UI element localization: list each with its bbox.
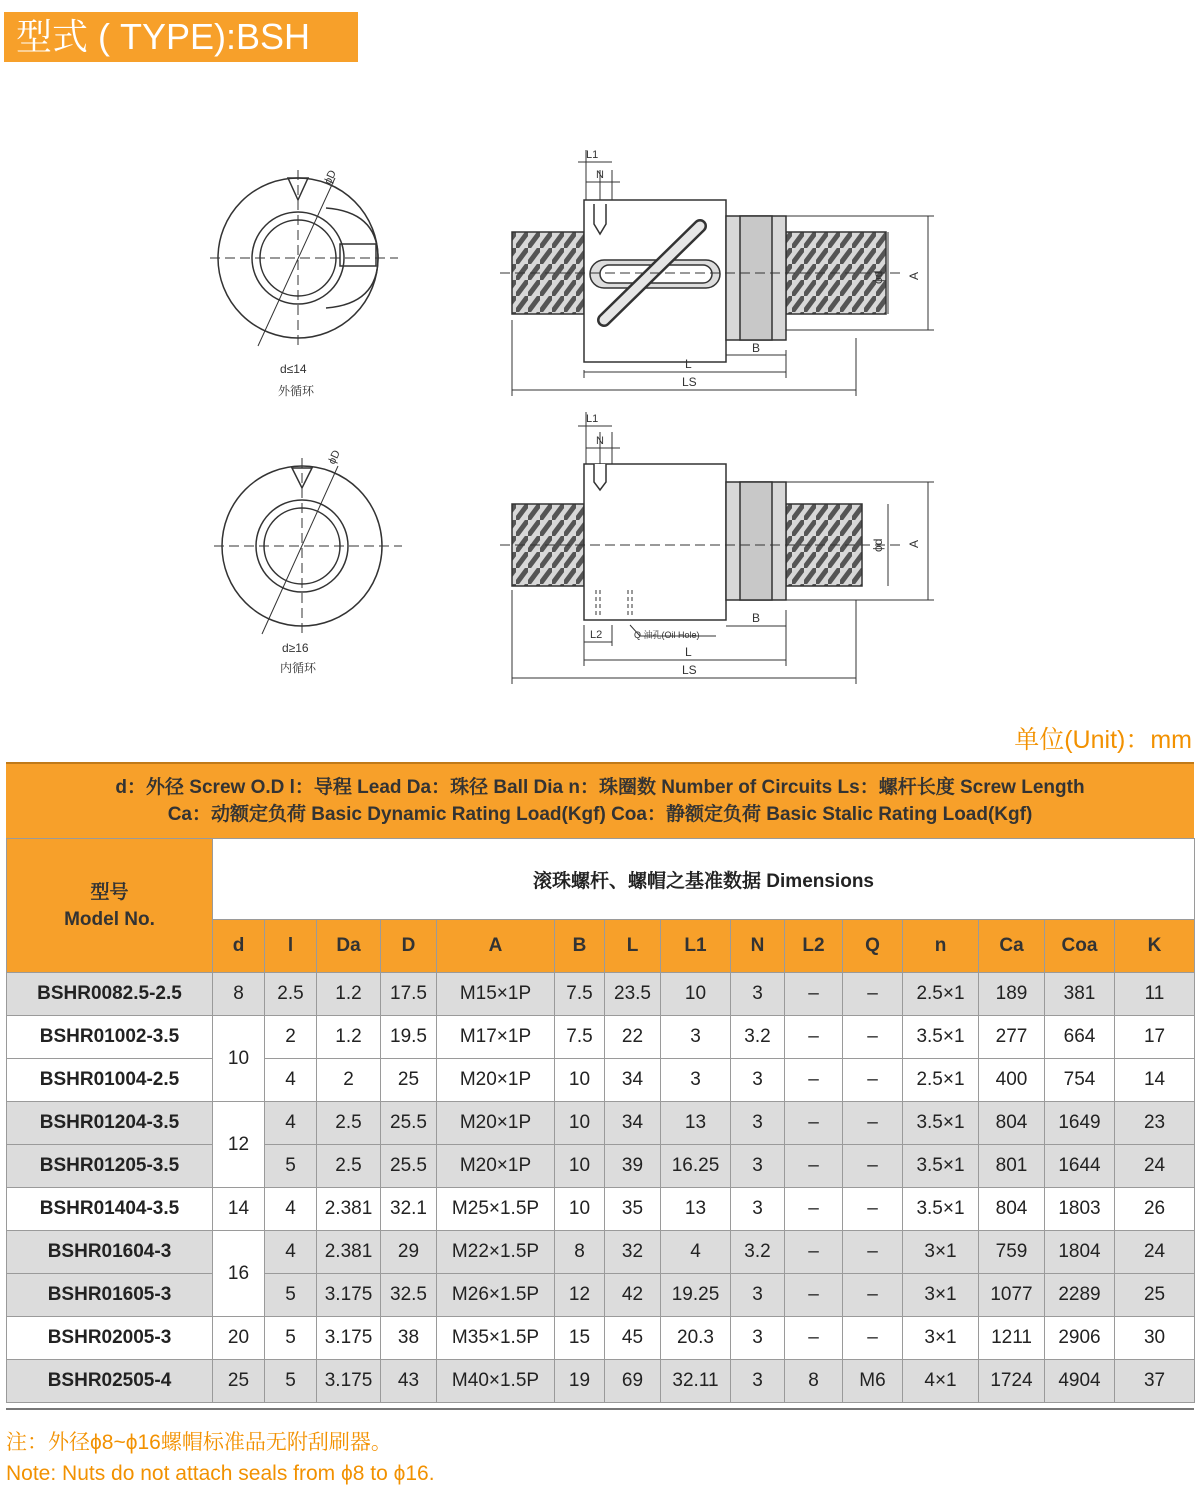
end-view-external xyxy=(210,170,398,346)
cell-da: 1.2 xyxy=(317,1016,381,1059)
cell-d: 16 xyxy=(213,1231,265,1317)
cell-n: 4×1 xyxy=(903,1360,979,1403)
cell-da: 2.5 xyxy=(317,1145,381,1188)
cell-k: 30 xyxy=(1115,1317,1195,1360)
column-header-b: B xyxy=(555,920,605,973)
cell-l1: 4 xyxy=(661,1231,731,1274)
table-row xyxy=(7,1016,1195,1059)
cell-l: 5 xyxy=(265,1145,317,1188)
column-header-n: n xyxy=(903,920,979,973)
cell-l1: 13 xyxy=(661,1102,731,1145)
cell-d: 25 xyxy=(213,1360,265,1403)
cell-l: 2 xyxy=(265,1016,317,1059)
cell-l1: 32.11 xyxy=(661,1360,731,1403)
external-circulation-label: 外循环 xyxy=(278,384,315,398)
cell-k: 11 xyxy=(1115,973,1195,1016)
side-view-external xyxy=(512,200,886,362)
cell-q: – xyxy=(843,1016,903,1059)
cell-n: 3×1 xyxy=(903,1274,979,1317)
phi-d-label-bottom: ϕd xyxy=(871,538,885,552)
note-chinese: 注：外径ϕ8~ϕ16螺帽标准品无附刮刷器。 xyxy=(6,1431,392,1454)
cell-l: 5 xyxy=(265,1317,317,1360)
cell-coa: 754 xyxy=(1045,1059,1115,1102)
legend-box xyxy=(6,762,1194,838)
table-row xyxy=(7,1231,1195,1274)
column-header-n: N xyxy=(731,920,785,973)
cell-l2: – xyxy=(785,1145,843,1188)
cell-q: – xyxy=(843,1102,903,1145)
model-cell: BSHR01204-3.5 xyxy=(7,1102,213,1145)
table-row xyxy=(7,1317,1195,1360)
cell-n: 2.5×1 xyxy=(903,1059,979,1102)
cell-l2: – xyxy=(785,1231,843,1274)
cell-l: 34 xyxy=(605,1102,661,1145)
cell-l: 45 xyxy=(605,1317,661,1360)
cell-l: 2.5 xyxy=(265,973,317,1016)
cell-l1: 16.25 xyxy=(661,1145,731,1188)
cell-k: 17 xyxy=(1115,1016,1195,1059)
cell-b: 10 xyxy=(555,1102,605,1145)
B-label-top: B xyxy=(752,341,761,355)
cell-da: 3.175 xyxy=(317,1317,381,1360)
column-header-l: l xyxy=(265,920,317,973)
cell-n: 3 xyxy=(731,973,785,1016)
cell-n: 3.5×1 xyxy=(903,1145,979,1188)
cell-a: M35×1.5P xyxy=(437,1317,555,1360)
cell-l2: – xyxy=(785,1059,843,1102)
phi-d-label-top: ϕd xyxy=(871,270,885,284)
model-cell: BSHR01605-3 xyxy=(7,1274,213,1317)
column-header-d: D xyxy=(381,920,437,973)
cell-d: 25.5 xyxy=(381,1145,437,1188)
cell-l2: – xyxy=(785,1188,843,1231)
cell-ca: 1211 xyxy=(979,1317,1045,1360)
cell-ca: 400 xyxy=(979,1059,1045,1102)
cell-l2: – xyxy=(785,1274,843,1317)
cell-da: 2.381 xyxy=(317,1188,381,1231)
cell-q: – xyxy=(843,1188,903,1231)
page-title: 型式 ( TYPE):BSH xyxy=(4,12,358,62)
cell-a: M20×1P xyxy=(437,1145,555,1188)
cell-ca: 1077 xyxy=(979,1274,1045,1317)
cell-a: M25×1.5P xyxy=(437,1188,555,1231)
cell-k: 37 xyxy=(1115,1360,1195,1403)
model-cell: BSHR01604-3 xyxy=(7,1231,213,1274)
cell-l: 69 xyxy=(605,1360,661,1403)
cell-a: M26×1.5P xyxy=(437,1274,555,1317)
d-le-14-label: d≤14 xyxy=(280,362,307,376)
cell-k: 24 xyxy=(1115,1231,1195,1274)
table-row xyxy=(7,1188,1195,1231)
cell-d: 25.5 xyxy=(381,1102,437,1145)
cell-q: – xyxy=(843,1317,903,1360)
cell-ca: 277 xyxy=(979,1016,1045,1059)
d-ge-16-label: d≥16 xyxy=(282,641,309,655)
cell-l: 5 xyxy=(265,1274,317,1317)
cell-a: M15×1P xyxy=(437,973,555,1016)
cell-da: 3.175 xyxy=(317,1274,381,1317)
legend-line-1: d：外径 Screw O.D l：导程 Lead Da：珠径 Ball Dia n：珠圈数 Number of Circuits Ls：螺杆长度 Screw Length xyxy=(115,777,1085,798)
cell-l: 39 xyxy=(605,1145,661,1188)
cell-ca: 759 xyxy=(979,1231,1045,1274)
side-view-internal xyxy=(512,464,862,620)
cell-coa: 381 xyxy=(1045,973,1115,1016)
cell-n: 3 xyxy=(731,1059,785,1102)
cell-d: 14 xyxy=(213,1188,265,1231)
cell-l2: – xyxy=(785,1317,843,1360)
cell-b: 10 xyxy=(555,1059,605,1102)
cell-n: 3.5×1 xyxy=(903,1016,979,1059)
B-label-bottom: B xyxy=(752,611,761,625)
cell-l: 4 xyxy=(265,1188,317,1231)
cell-n: 3.2 xyxy=(731,1231,785,1274)
cell-l2: – xyxy=(785,1102,843,1145)
cell-b: 7.5 xyxy=(555,973,605,1016)
cell-k: 24 xyxy=(1115,1145,1195,1188)
note-english: Note: Nuts do not attach seals from ϕ8 to ϕ16. xyxy=(6,1462,435,1485)
table-bottom-rule xyxy=(6,1408,1194,1410)
table-row xyxy=(7,1360,1195,1403)
column-header-a: A xyxy=(437,920,555,973)
cell-coa: 1803 xyxy=(1045,1188,1115,1231)
model-cell: BSHR01404-3.5 xyxy=(7,1188,213,1231)
cell-n: 3.2 xyxy=(731,1016,785,1059)
column-header-coa: Coa xyxy=(1045,920,1115,973)
cell-l: 5 xyxy=(265,1360,317,1403)
cell-a: M20×1P xyxy=(437,1059,555,1102)
cell-n: 3 xyxy=(731,1102,785,1145)
L-label-bottom: L xyxy=(685,645,692,659)
cell-d: 12 xyxy=(213,1102,265,1188)
N-label-bottom: N xyxy=(596,435,604,447)
cell-n: 3 xyxy=(731,1274,785,1317)
model-cell: BSHR0082.5-2.5 xyxy=(7,973,213,1016)
N-label-top: N xyxy=(596,169,604,181)
cell-b: 19 xyxy=(555,1360,605,1403)
cell-d: 38 xyxy=(381,1317,437,1360)
cell-b: 12 xyxy=(555,1274,605,1317)
phi-D-label-bottom: ϕD xyxy=(326,448,343,467)
cell-l2: – xyxy=(785,973,843,1016)
cell-coa: 2906 xyxy=(1045,1317,1115,1360)
A-label-top: A xyxy=(907,271,921,280)
cell-a: M40×1.5P xyxy=(437,1360,555,1403)
L1-label-bottom: L1 xyxy=(586,413,599,425)
cell-q: – xyxy=(843,1231,903,1274)
cell-d: 20 xyxy=(213,1317,265,1360)
cell-l1: 19.25 xyxy=(661,1274,731,1317)
cell-d: 19.5 xyxy=(381,1016,437,1059)
column-header-l: L xyxy=(605,920,661,973)
cell-coa: 2289 xyxy=(1045,1274,1115,1317)
cell-d: 17.5 xyxy=(381,973,437,1016)
model-cell: BSHR02005-3 xyxy=(7,1317,213,1360)
model-cell: BSHR01205-3.5 xyxy=(7,1145,213,1188)
cell-da: 2.381 xyxy=(317,1231,381,1274)
cell-n: 3 xyxy=(731,1145,785,1188)
column-header-l1: L1 xyxy=(661,920,731,973)
cell-d: 32.5 xyxy=(381,1274,437,1317)
cell-l2: – xyxy=(785,1016,843,1059)
cell-l1: 13 xyxy=(661,1188,731,1231)
table-row xyxy=(7,1274,1195,1317)
L1-label-top: L1 xyxy=(586,149,599,161)
A-label-bottom: A xyxy=(907,539,921,548)
cell-da: 3.175 xyxy=(317,1360,381,1403)
cell-d: 43 xyxy=(381,1360,437,1403)
dimensions-header: 滚珠螺杆、螺帽之基准数据 Dimensions xyxy=(213,839,1195,920)
cell-ca: 1724 xyxy=(979,1360,1045,1403)
column-header-ca: Ca xyxy=(979,920,1045,973)
table-row xyxy=(7,1102,1195,1145)
cell-l: 34 xyxy=(605,1059,661,1102)
model-header xyxy=(7,839,213,973)
cell-ca: 804 xyxy=(979,1102,1045,1145)
column-header-da: Da xyxy=(317,920,381,973)
cell-l1: 3 xyxy=(661,1016,731,1059)
column-header-k: K xyxy=(1115,920,1195,973)
LS-label-top: LS xyxy=(682,375,697,389)
oil-hole-label: Q 油孔(Oil Hole) xyxy=(634,630,700,640)
cell-q: – xyxy=(843,973,903,1016)
model-cell: BSHR02505-4 xyxy=(7,1360,213,1403)
cell-l: 32 xyxy=(605,1231,661,1274)
cell-d: 29 xyxy=(381,1231,437,1274)
cell-d: 25 xyxy=(381,1059,437,1102)
model-cell: BSHR01002-3.5 xyxy=(7,1016,213,1059)
cell-a: M22×1.5P xyxy=(437,1231,555,1274)
cell-a: M17×1P xyxy=(437,1016,555,1059)
cell-coa: 4904 xyxy=(1045,1360,1115,1403)
cell-q: – xyxy=(843,1274,903,1317)
phi-D-label-top: ϕD xyxy=(322,168,339,187)
model-cell: BSHR01004-2.5 xyxy=(7,1059,213,1102)
cell-ca: 801 xyxy=(979,1145,1045,1188)
cell-l: 42 xyxy=(605,1274,661,1317)
cell-n: 3.5×1 xyxy=(903,1102,979,1145)
cell-d: 8 xyxy=(213,973,265,1016)
column-header-q: Q xyxy=(843,920,903,973)
cell-b: 10 xyxy=(555,1145,605,1188)
cell-l: 4 xyxy=(265,1059,317,1102)
cell-b: 8 xyxy=(555,1231,605,1274)
cell-coa: 1804 xyxy=(1045,1231,1115,1274)
table-row xyxy=(7,1145,1195,1188)
cell-n: 3.5×1 xyxy=(903,1188,979,1231)
dimensions-table xyxy=(6,838,1195,1403)
cell-k: 23 xyxy=(1115,1102,1195,1145)
cell-n: 2.5×1 xyxy=(903,973,979,1016)
unit-label: 单位(Unit)：mm xyxy=(1014,726,1192,754)
cell-n: 3 xyxy=(731,1360,785,1403)
cell-coa: 1649 xyxy=(1045,1102,1115,1145)
cell-l: 4 xyxy=(265,1231,317,1274)
model-header-en: Model No. xyxy=(64,908,155,930)
cell-b: 15 xyxy=(555,1317,605,1360)
cell-l2: 8 xyxy=(785,1360,843,1403)
cell-l: 23.5 xyxy=(605,973,661,1016)
cell-k: 25 xyxy=(1115,1274,1195,1317)
cell-l1: 10 xyxy=(661,973,731,1016)
cell-q: – xyxy=(843,1145,903,1188)
cell-coa: 1644 xyxy=(1045,1145,1115,1188)
cell-da: 2.5 xyxy=(317,1102,381,1145)
cell-da: 2 xyxy=(317,1059,381,1102)
model-header-cn: 型号 xyxy=(90,881,129,903)
cell-q: M6 xyxy=(843,1360,903,1403)
cell-d: 10 xyxy=(213,1016,265,1102)
cell-coa: 664 xyxy=(1045,1016,1115,1059)
end-view-internal xyxy=(214,458,402,634)
cell-k: 26 xyxy=(1115,1188,1195,1231)
LS-label-bottom: LS xyxy=(682,663,697,677)
cell-l: 4 xyxy=(265,1102,317,1145)
internal-circulation-label: 内循环 xyxy=(280,661,317,675)
cell-l1: 20.3 xyxy=(661,1317,731,1360)
cell-n: 3×1 xyxy=(903,1317,979,1360)
cell-b: 7.5 xyxy=(555,1016,605,1059)
cell-d: 32.1 xyxy=(381,1188,437,1231)
cell-a: M20×1P xyxy=(437,1102,555,1145)
cell-n: 3×1 xyxy=(903,1231,979,1274)
cell-l: 35 xyxy=(605,1188,661,1231)
cell-ca: 189 xyxy=(979,973,1045,1016)
cell-q: – xyxy=(843,1059,903,1102)
cell-n: 3 xyxy=(731,1317,785,1360)
L2-label: L2 xyxy=(590,629,603,641)
cell-da: 1.2 xyxy=(317,973,381,1016)
technical-drawings xyxy=(0,120,1200,700)
cell-n: 3 xyxy=(731,1188,785,1231)
column-header-d: d xyxy=(213,920,265,973)
cell-k: 14 xyxy=(1115,1059,1195,1102)
L-label-top: L xyxy=(685,357,692,371)
table-row xyxy=(7,1059,1195,1102)
column-header-l2: L2 xyxy=(785,920,843,973)
cell-ca: 804 xyxy=(979,1188,1045,1231)
cell-l1: 3 xyxy=(661,1059,731,1102)
cell-l: 22 xyxy=(605,1016,661,1059)
legend-line-2: Ca：动额定负荷 Basic Dynamic Rating Load(Kgf) Coa：静额定负荷 Basic Stalic Rating Load(Kgf) xyxy=(167,804,1033,825)
table-row xyxy=(7,973,1195,1016)
cell-b: 10 xyxy=(555,1188,605,1231)
